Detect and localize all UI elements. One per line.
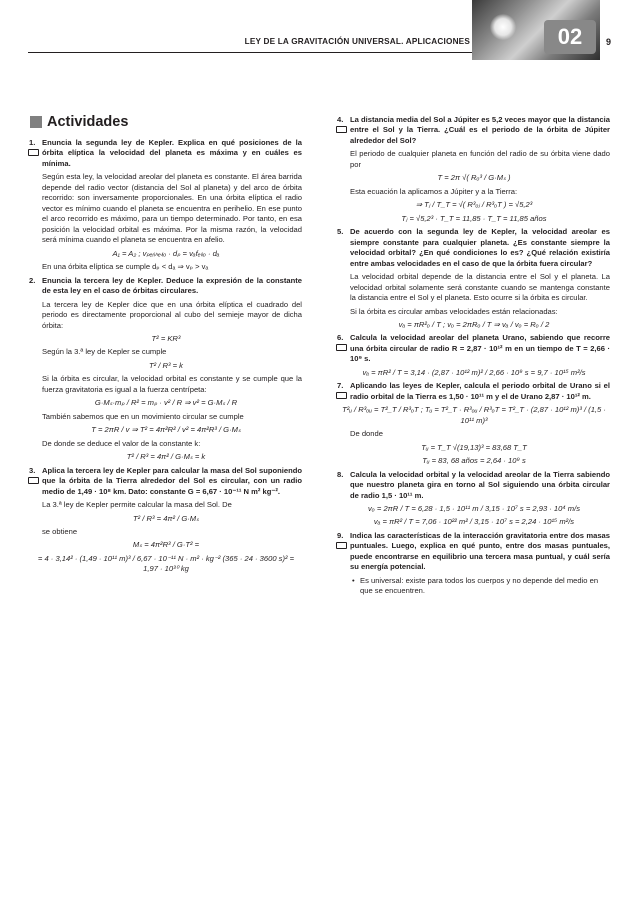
right-column bbox=[338, 112, 610, 597]
question-text: La distancia media del Sol a Júpiter es 5,2 veces mayor que la distancia entre el Sol y la Tierra. ¿Cuál es el periodo de la órbita de Júpiter alrededor del Sol? bbox=[350, 115, 610, 145]
question-number: 9. bbox=[337, 530, 344, 540]
answer-paragraph: Si la órbita es circular ambas velocidades están relacionadas: bbox=[350, 306, 558, 316]
question-text: Enuncia la segunda ley de Kepler. Explica en qué posiciones de la órbita elíptica la velocidad del planeta es máxima y en cuáles es mínima. bbox=[42, 138, 302, 168]
notebook-icon bbox=[336, 392, 347, 399]
answer-paragraph: Si la órbita es circular, la velocidad orbital es constante y se cumple que la fuerza gravitatoria es igual a la fuerza centrípeta: bbox=[42, 374, 302, 394]
notebook-icon bbox=[28, 149, 39, 156]
header-banner-image bbox=[472, 0, 600, 60]
notebook-icon bbox=[336, 542, 347, 549]
equation: = 4 · 3,14² · (1,49 · 10¹¹ m)³ / 6,67 · 10⁻¹¹ N · m² · kg⁻² (365 · 24 · 3600 s)² = 1,97 · 10³⁰ kg bbox=[37, 553, 295, 574]
equation: vₒ = 2πR / T = 6,28 · 1,5 · 10¹¹ m / 3,15 · 10⁷ s = 2,93 · 10⁴ m/s bbox=[368, 504, 580, 513]
answer-paragraph: La velocidad orbital depende de la distancia entre el Sol y el planeta. La velocidad orbital solamente será constante cuando se mantenga constante la distancia entre el Sol y el planeta. Esto ocurre si la órbita es circular. bbox=[350, 272, 610, 303]
equation: G·Mₛ·mₚ / R² = mₚ · v² / R ⇒ v² = G·Mₛ / R bbox=[94, 398, 238, 408]
question-number: 4. bbox=[337, 115, 344, 124]
equation: T² / R³ = 4π² / G·Mₛ = k bbox=[126, 452, 206, 462]
answer-paragraph: se obtiene bbox=[42, 527, 78, 536]
bullet-item: • Es universal: existe para todos los cuerpos y no depende del medio en que se encuentren. bbox=[360, 576, 610, 597]
question-number: 6. bbox=[337, 333, 344, 343]
question-text: De acuerdo con la segunda ley de Kepler, la velocidad areolar es siempre constante para cualquier planeta. ¿Es constante siempre la velocidad orbital? ¿En qué condiciones lo es? ¿Qué relación existiría entre ambas velocidades en el caso de que la órbita fuera circular? bbox=[350, 227, 610, 268]
question-number: 7. bbox=[337, 381, 344, 391]
answer-paragraph: En una órbita elíptica se cumple dₚ < dₐ ⇒ vₚ > vₐ bbox=[42, 262, 209, 272]
section-square-icon bbox=[30, 116, 42, 128]
equation: ⇒ Tⱼ / T_T = √( R³ₒⱼ / R³ₒT ) = √5,2³ bbox=[415, 200, 533, 210]
question-number: 1. bbox=[29, 138, 36, 147]
answer-paragraph: Según la 3.ª ley de Kepler se cumple bbox=[42, 347, 167, 357]
chapter-title: LEY DE LA GRAVITACIÓN UNIVERSAL. APLICACIONES bbox=[244, 37, 470, 46]
question-text: Aplica la tercera ley de Kepler para calcular la masa del Sol suponiendo que la órbita de la Tierra alrededor del Sol es circular, con un radio medio de 1,49 · 10⁸ km. Dato: constante G = 6,67 · 10⁻¹¹ N m² kg⁻². bbox=[42, 465, 302, 496]
question-2 bbox=[30, 276, 302, 297]
answer-paragraph: La 3.ª ley de Kepler permite calcular la masa del Sol. De bbox=[42, 500, 232, 510]
question-6 bbox=[338, 333, 610, 364]
equation: Tⱼ = √5,2³ · T_T = 11,85 · T_T = 11,85 años bbox=[401, 213, 547, 223]
equation: vₐ = πR² / T = 7,06 · 10²² m² / 3,15 · 10⁷ s = 2,24 · 10¹⁵ m²/s bbox=[373, 517, 575, 527]
equation: T = 2π √( Rₒ³ / G·Mₛ ) bbox=[437, 173, 511, 183]
question-text: Aplicando las leyes de Kepler, calcula el periodo orbital de Urano si el radio orbital de la Tierra es 1,50 · 10¹¹ m y el de Urano 2,87 · 10¹² m. bbox=[350, 381, 610, 401]
equation: T² = KR³ bbox=[151, 333, 181, 343]
question-1 bbox=[30, 138, 302, 169]
equation: T² / R³ = 4π² / G·Mₛ bbox=[133, 513, 199, 523]
answer-paragraph: El periodo de cualquier planeta en función del radio de su órbita viene dado por bbox=[350, 149, 610, 169]
equation: T = 2πR / v ⇒ T² = 4π²R² / v² = 4π²R³ / G·Mₛ bbox=[91, 425, 241, 435]
question-3 bbox=[30, 466, 302, 497]
star-glow-icon bbox=[490, 14, 516, 40]
question-number: 3. bbox=[29, 465, 36, 475]
left-column bbox=[30, 112, 302, 578]
equation: Tᵤ = T_T √(19,13)³ = 83,68 T_T bbox=[421, 442, 527, 452]
answer-paragraph: De donde bbox=[350, 429, 383, 439]
question-text: Enuncia la tercera ley de Kepler. Deduce la expresión de la constante de esta ley en el caso de órbitas circulares. bbox=[42, 275, 302, 296]
question-4 bbox=[338, 115, 610, 146]
chapter-number: 02 bbox=[544, 20, 596, 54]
question-text: Calcula la velocidad orbital y la velocidad areolar de la Tierra sabiendo que nuestro planeta gira en torno al Sol siguiendo una órbita circular de radio 1,5 · 10¹¹ m. bbox=[350, 469, 610, 500]
equation: T²ᵤ / R³ₒᵤ = T²_T / R³ₒT ; Tᵤ = T²_T · R³ₒᵤ / R³ₒT = T²_T · (2,87 · 10¹² m)³ / (1,5 · 10¹¹ m)³ bbox=[342, 405, 606, 425]
question-number: 5. bbox=[337, 227, 344, 237]
equation: Mₛ = 4π²R³ / G·T² = bbox=[132, 540, 200, 550]
answer-paragraph: Según esta ley, la velocidad areolar del planeta es constante. El área barrida depende del radio vector (distancia del Sol al planeta) y del arco de órbita recorrido: son inversamente proporcionales. En una órbita elíptica el radio vector es mínimo cuando el planeta se encuentra en perihelio. En ese punto el arco recorrido es máximo, para un tiempo determinado. Por tanto, en esa posición la velocidad orbital es máxima. Por la misma razón, la velocidad será mínima cuando el planeta se encuentra en afelio. bbox=[42, 172, 302, 245]
answer-paragraph: La tercera ley de Kepler dice que en una órbita elíptica el cuadrado del periodo es directamente proporcional al cubo del semieje mayor de dicha órbita: bbox=[42, 299, 302, 330]
equation: A₁ = A₂ ; vₚₑᵣᵢₕₑₗᵢₒ · dₚ = vₐfₑₗᵢₒ · dₐ bbox=[112, 248, 220, 258]
question-text: Indica las características de la interacción gravitatoria entre dos masas puntuales. Luego, explica en qué punto, entre dos masas puntuales, puede encontrarse en equilibrio una tercera masa puntual, y cuál sería su energía potencial. bbox=[350, 530, 610, 572]
section-title: Actividades bbox=[47, 114, 129, 130]
question-5 bbox=[338, 227, 610, 269]
answer-paragraph: Esta ecuación la aplicamos a Júpiter y a la Tierra: bbox=[350, 186, 518, 196]
notebook-icon bbox=[336, 126, 347, 133]
answer-paragraph: De donde se deduce el valor de la constante k: bbox=[42, 438, 201, 448]
question-number: 2. bbox=[29, 275, 36, 285]
question-number: 8. bbox=[337, 469, 344, 479]
notebook-icon bbox=[336, 344, 347, 351]
section-heading bbox=[30, 112, 302, 132]
page-header bbox=[0, 0, 638, 62]
equation: vₐ = πR²ₒ / T ; vₒ = 2πRₒ / T ⇒ vₐ / vₒ = Rₒ / 2 bbox=[398, 319, 550, 329]
answer-paragraph: También sabemos que en un movimiento circular se cumple bbox=[42, 411, 244, 421]
question-text: Calcula la velocidad areolar del planeta Urano, sabiendo que recorre una órbita circular de radio R = 2,87 · 10¹² m en un tiempo de T = 2,66 · 10⁹ s. bbox=[350, 333, 610, 364]
question-9 bbox=[338, 531, 610, 573]
notebook-icon bbox=[28, 477, 39, 484]
equation: Tᵤ = 83, 68 años = 2,64 · 10⁹ s bbox=[422, 456, 526, 466]
equation: T² / R³ = k bbox=[149, 360, 183, 370]
page-number: 9 bbox=[606, 37, 612, 47]
question-8 bbox=[338, 470, 610, 501]
question-7 bbox=[338, 381, 610, 402]
equation: vₐ = πR² / T = 3,14 · (2,87 · 10¹² m)² / 2,66 · 10⁹ s = 9,7 · 10¹⁵ m²/s bbox=[362, 367, 586, 377]
